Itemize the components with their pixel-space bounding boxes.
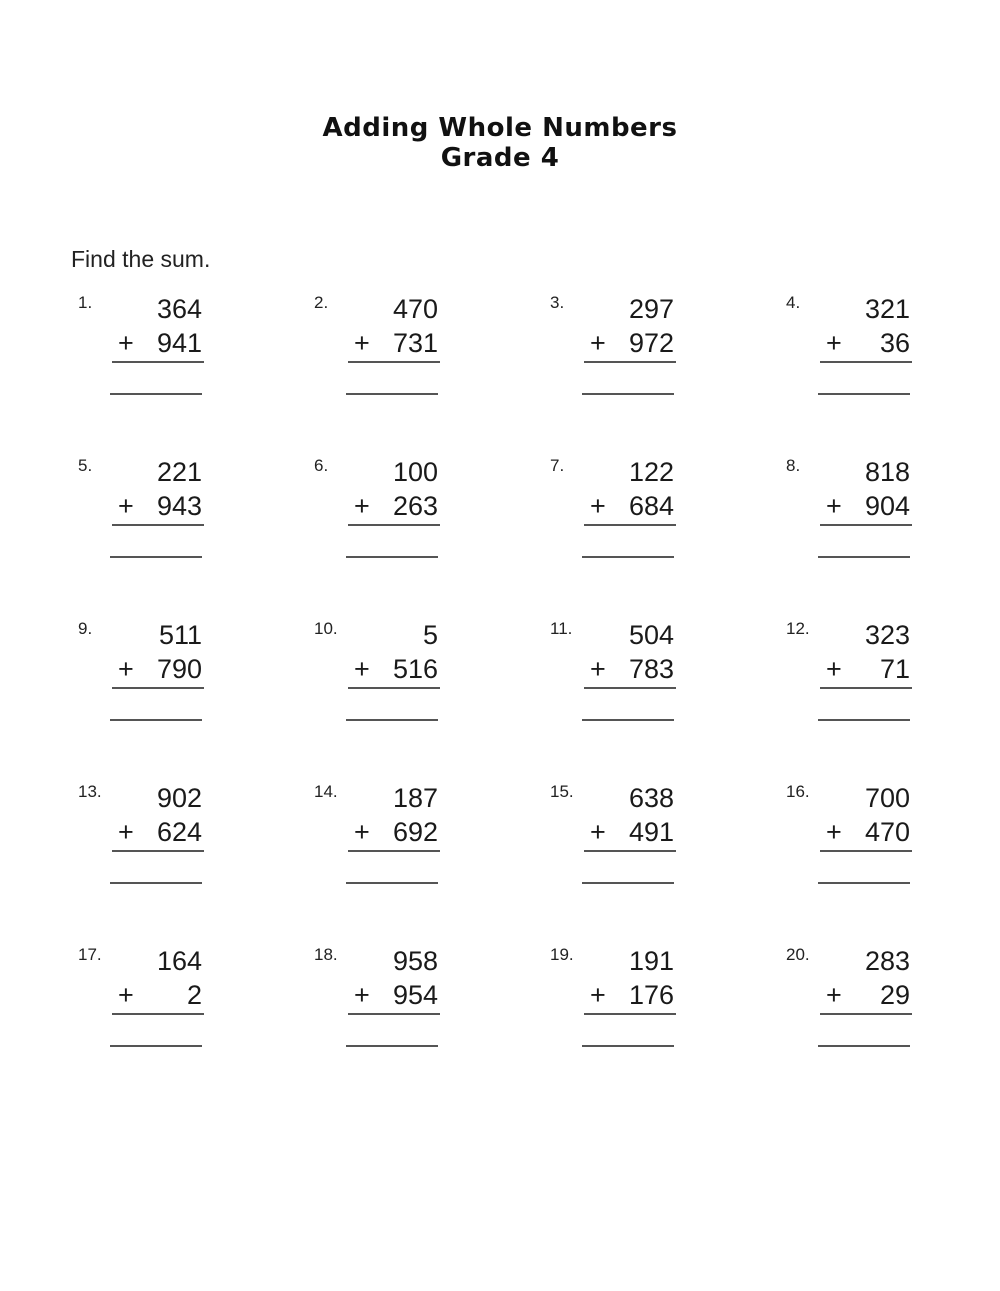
answer-blank[interactable]	[818, 1045, 910, 1047]
title-line-2: Grade 4	[440, 143, 560, 173]
answer-blank[interactable]	[110, 882, 202, 884]
answer-blank[interactable]	[582, 1045, 674, 1047]
first-addend: 283	[864, 946, 910, 976]
second-addend-row	[584, 653, 676, 689]
second-addend-row	[584, 816, 676, 852]
plus-sign: +	[590, 980, 606, 1010]
answer-blank[interactable]	[818, 393, 910, 395]
second-addend: 176	[628, 980, 674, 1010]
first-addend: 504	[628, 620, 674, 650]
second-addend-row	[584, 979, 676, 1015]
plus-sign: +	[590, 491, 606, 521]
problem-19	[550, 945, 700, 1055]
second-addend-row	[348, 327, 440, 363]
second-addend-row	[820, 816, 912, 852]
problem-13	[78, 782, 228, 892]
second-addend: 954	[392, 980, 438, 1010]
problem-15	[550, 782, 700, 892]
first-addend: 638	[628, 783, 674, 813]
problem-17	[78, 945, 228, 1055]
second-addend: 36	[879, 328, 910, 358]
problem-number: 2.	[314, 293, 329, 312]
first-addend: 364	[156, 294, 202, 324]
problem-number: 8.	[786, 456, 801, 475]
second-addend: 692	[392, 817, 438, 847]
answer-blank[interactable]	[110, 556, 202, 558]
first-addend: 511	[158, 620, 202, 650]
second-addend-row	[112, 979, 204, 1015]
plus-sign: +	[118, 980, 134, 1010]
plus-sign: +	[354, 980, 370, 1010]
problem-8	[786, 456, 936, 566]
problem-number: 16.	[786, 782, 810, 801]
second-addend: 71	[879, 654, 910, 684]
second-addend: 941	[156, 328, 202, 358]
answer-blank[interactable]	[582, 556, 674, 558]
second-addend-row	[348, 653, 440, 689]
plus-sign: +	[826, 654, 842, 684]
first-addend: 5	[422, 620, 438, 650]
first-addend: 187	[392, 783, 438, 813]
problem-number: 9.	[78, 619, 93, 638]
problem-14	[314, 782, 464, 892]
answer-blank[interactable]	[818, 556, 910, 558]
second-addend-row	[112, 327, 204, 363]
first-addend: 323	[864, 620, 910, 650]
problem-9	[78, 619, 228, 729]
first-addend: 297	[628, 294, 674, 324]
problem-number: 19.	[550, 945, 574, 964]
problem-number: 13.	[78, 782, 102, 801]
problem-number: 7.	[550, 456, 565, 475]
plus-sign: +	[826, 817, 842, 847]
answer-blank[interactable]	[582, 882, 674, 884]
plus-sign: +	[118, 654, 134, 684]
second-addend-row	[820, 490, 912, 526]
problem-16	[786, 782, 936, 892]
problem-number: 5.	[78, 456, 93, 475]
plus-sign: +	[118, 328, 134, 358]
second-addend: 731	[392, 328, 438, 358]
plus-sign: +	[354, 328, 370, 358]
problem-number: 3.	[550, 293, 565, 312]
problem-number: 11.	[550, 619, 573, 638]
problem-2	[314, 293, 464, 403]
problem-number: 17.	[78, 945, 102, 964]
answer-blank[interactable]	[346, 719, 438, 721]
plus-sign: +	[354, 654, 370, 684]
plus-sign: +	[826, 328, 842, 358]
first-addend: 191	[628, 946, 674, 976]
second-addend-row	[820, 979, 912, 1015]
worksheet-title	[0, 113, 1000, 173]
second-addend: 790	[156, 654, 202, 684]
title-line-1: Adding Whole Numbers	[322, 113, 678, 143]
problem-number: 15.	[550, 782, 574, 801]
second-addend: 516	[392, 654, 438, 684]
second-addend: 491	[628, 817, 674, 847]
problem-11	[550, 619, 700, 729]
answer-blank[interactable]	[346, 1045, 438, 1047]
problem-number: 1.	[78, 293, 93, 312]
problem-5	[78, 456, 228, 566]
answer-blank[interactable]	[582, 393, 674, 395]
second-addend-row	[584, 490, 676, 526]
second-addend: 783	[628, 654, 674, 684]
problem-18	[314, 945, 464, 1055]
plus-sign: +	[118, 817, 134, 847]
problem-7	[550, 456, 700, 566]
plus-sign: +	[590, 654, 606, 684]
second-addend-row	[112, 653, 204, 689]
problem-6	[314, 456, 464, 566]
first-addend: 470	[392, 294, 438, 324]
plus-sign: +	[354, 491, 370, 521]
second-addend: 263	[392, 491, 438, 521]
second-addend: 943	[156, 491, 202, 521]
answer-blank[interactable]	[818, 719, 910, 721]
second-addend-row	[820, 327, 912, 363]
problem-number: 6.	[314, 456, 329, 475]
second-addend: 470	[864, 817, 910, 847]
first-addend: 321	[864, 294, 910, 324]
first-addend: 818	[864, 457, 910, 487]
answer-blank[interactable]	[346, 393, 438, 395]
problem-number: 10.	[314, 619, 338, 638]
problem-20	[786, 945, 936, 1055]
answer-blank[interactable]	[346, 556, 438, 558]
problem-number: 4.	[786, 293, 801, 312]
answer-blank[interactable]	[818, 882, 910, 884]
plus-sign: +	[354, 817, 370, 847]
problem-number: 12.	[786, 619, 810, 638]
plus-sign: +	[118, 491, 134, 521]
second-addend: 904	[864, 491, 910, 521]
plus-sign: +	[826, 491, 842, 521]
problem-1	[78, 293, 228, 403]
first-addend: 122	[628, 457, 674, 487]
first-addend: 100	[392, 457, 438, 487]
second-addend: 2	[186, 980, 202, 1010]
plus-sign: +	[826, 980, 842, 1010]
second-addend-row	[112, 490, 204, 526]
problem-10	[314, 619, 464, 729]
second-addend: 29	[879, 980, 910, 1010]
first-addend: 700	[864, 783, 910, 813]
answer-blank[interactable]	[110, 1045, 202, 1047]
second-addend-row	[820, 653, 912, 689]
second-addend-row	[348, 816, 440, 852]
second-addend: 684	[628, 491, 674, 521]
answer-blank[interactable]	[582, 719, 674, 721]
first-addend: 958	[392, 946, 438, 976]
problem-number: 18.	[314, 945, 338, 964]
answer-blank[interactable]	[110, 719, 202, 721]
instruction-text: Find the sum.	[71, 246, 211, 272]
answer-blank[interactable]	[346, 882, 438, 884]
problem-3	[550, 293, 700, 403]
second-addend: 624	[156, 817, 202, 847]
first-addend: 221	[156, 457, 202, 487]
problem-number: 20.	[786, 945, 810, 964]
problem-12	[786, 619, 936, 729]
first-addend: 164	[156, 946, 202, 976]
plus-sign: +	[590, 817, 606, 847]
plus-sign: +	[590, 328, 606, 358]
problem-number: 14.	[314, 782, 338, 801]
second-addend: 972	[628, 328, 674, 358]
answer-blank[interactable]	[110, 393, 202, 395]
second-addend-row	[584, 327, 676, 363]
second-addend-row	[348, 490, 440, 526]
second-addend-row	[112, 816, 204, 852]
second-addend-row	[348, 979, 440, 1015]
problem-4	[786, 293, 936, 403]
first-addend: 902	[156, 783, 202, 813]
